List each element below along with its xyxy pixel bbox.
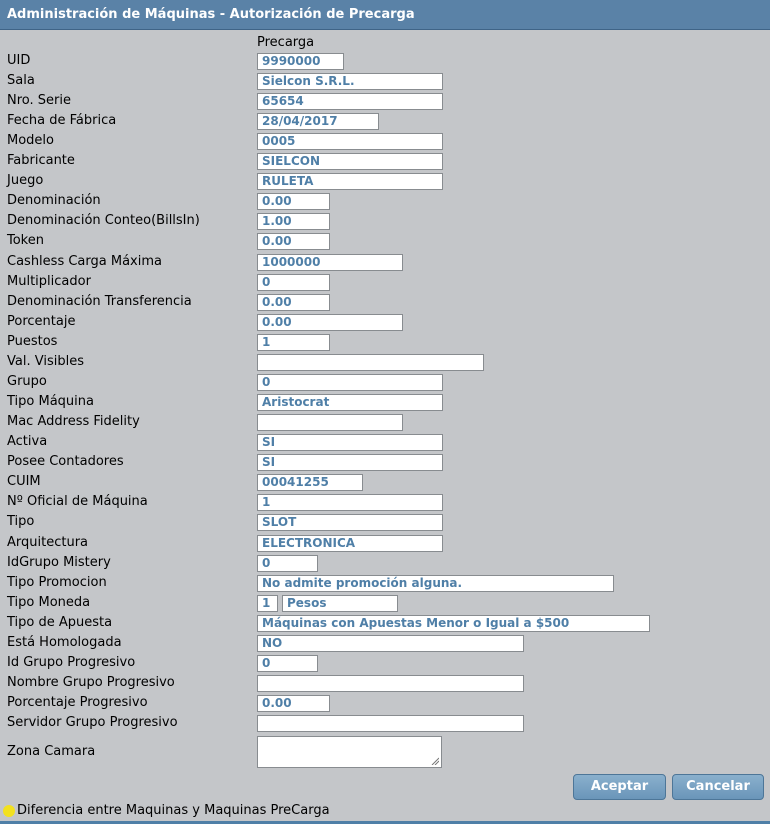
label-cuim: CUIM [7,474,41,489]
label-servidor-grupo-progresivo: Servidor Grupo Progresivo [7,715,178,730]
label-tipo-moneda: Tipo Moneda [7,595,91,610]
label-val-visibles: Val. Visibles [7,354,84,369]
label-modelo: Modelo [7,133,54,148]
label-denominacion-transferencia: Denominación Transferencia [7,294,192,309]
homologada-field[interactable]: NO [257,635,524,652]
activa-field[interactable]: SI [257,434,443,451]
label-posee-contadores: Posee Contadores [7,454,124,469]
uid-field[interactable]: 9990000 [257,53,344,70]
resize-grip-icon[interactable] [431,757,439,765]
label-denominacion: Denominación [7,193,101,208]
label-arquitectura: Arquitectura [7,535,89,550]
denominacion-conteo-field[interactable]: 1.00 [257,213,330,230]
fecha-fabrica-field[interactable]: 28/04/2017 [257,113,379,130]
label-oficial: Nº Oficial de Máquina [7,494,148,509]
label-tipo-promocion: Tipo Promocion [7,575,107,590]
nombre-grupo-progresivo-field[interactable] [257,675,524,692]
label-uid: UID [7,53,31,68]
tipo-apuesta-field[interactable]: Máquinas con Apuestas Menor o Igual a $500 [257,615,650,632]
cancel-button[interactable]: Cancelar [672,774,764,800]
oficial-field[interactable]: 1 [257,494,443,511]
sala-field[interactable]: Sielcon S.R.L. [257,73,443,90]
legend-text: Diferencia entre Maquinas y Maquinas PreCarga [17,803,330,818]
label-porcentaje: Porcentaje [7,314,76,329]
arquitectura-field[interactable]: ELECTRONICA [257,535,443,552]
mac-address-field[interactable] [257,414,403,431]
juego-field[interactable]: RULETA [257,173,443,190]
label-fecha-fabrica: Fecha de Fábrica [7,113,117,128]
cuim-field[interactable]: 00041255 [257,474,363,491]
posee-contadores-field[interactable]: SI [257,454,443,471]
zona-camara-textarea[interactable] [257,736,442,768]
label-tipo-maquina: Tipo Máquina [7,394,94,409]
label-nro-serie: Nro. Serie [7,93,71,108]
val-visibles-field[interactable] [257,354,484,371]
label-porcentaje-progresivo: Porcentaje Progresivo [7,695,148,710]
label-id-grupo-progresivo: Id Grupo Progresivo [7,655,136,670]
label-idgrupo-mistery: IdGrupo Mistery [7,555,111,570]
label-cashless: Cashless Carga Máxima [7,254,162,269]
label-homologada: Está Homologada [7,635,122,650]
label-sala: Sala [7,73,35,88]
label-denominacion-conteo: Denominación Conteo(BillsIn) [7,213,200,228]
legend [3,803,330,818]
label-nombre-grupo-progresivo: Nombre Grupo Progresivo [7,675,175,690]
denominacion-field[interactable]: 0.00 [257,193,330,210]
servidor-grupo-progresivo-field[interactable] [257,715,524,732]
cashless-field[interactable]: 1000000 [257,254,403,271]
column-header-precarga: Precarga [257,35,315,50]
token-field[interactable]: 0.00 [257,233,330,250]
window-title: Administración de Máquinas - Autorización de Precarga [0,0,770,30]
label-multiplicador: Multiplicador [7,274,91,289]
multiplicador-field[interactable]: 0 [257,274,330,291]
idgrupo-mistery-field[interactable]: 0 [257,555,318,572]
tipo-moneda-code-field[interactable]: 1 [257,595,278,612]
tipo-moneda-name-field[interactable]: Pesos [282,595,398,612]
tipo-maquina-field[interactable]: Aristocrat [257,394,443,411]
id-grupo-progresivo-field[interactable]: 0 [257,655,318,672]
label-puestos: Puestos [7,334,58,349]
label-activa: Activa [7,434,48,449]
label-mac-address: Mac Address Fidelity [7,414,140,429]
label-juego: Juego [7,173,44,188]
legend-yellow-dot-icon [3,805,15,817]
label-tipo-apuesta: Tipo de Apuesta [7,615,113,630]
label-zona-camara: Zona Camara [7,744,96,759]
tipo-field[interactable]: SLOT [257,514,443,531]
puestos-field[interactable]: 1 [257,334,330,351]
nro-serie-field[interactable]: 65654 [257,93,443,110]
porcentaje-field[interactable]: 0.00 [257,314,403,331]
fabricante-field[interactable]: SIELCON [257,153,443,170]
label-grupo: Grupo [7,374,47,389]
label-fabricante: Fabricante [7,153,75,168]
denominacion-transferencia-field[interactable]: 0.00 [257,294,330,311]
modelo-field[interactable]: 0005 [257,133,443,150]
label-token: Token [7,233,44,248]
accept-button[interactable]: Aceptar [573,774,666,800]
porcentaje-progresivo-field[interactable]: 0.00 [257,695,330,712]
label-tipo: Tipo [7,514,35,529]
grupo-field[interactable]: 0 [257,374,443,391]
tipo-promocion-field[interactable]: No admite promoción alguna. [257,575,614,592]
